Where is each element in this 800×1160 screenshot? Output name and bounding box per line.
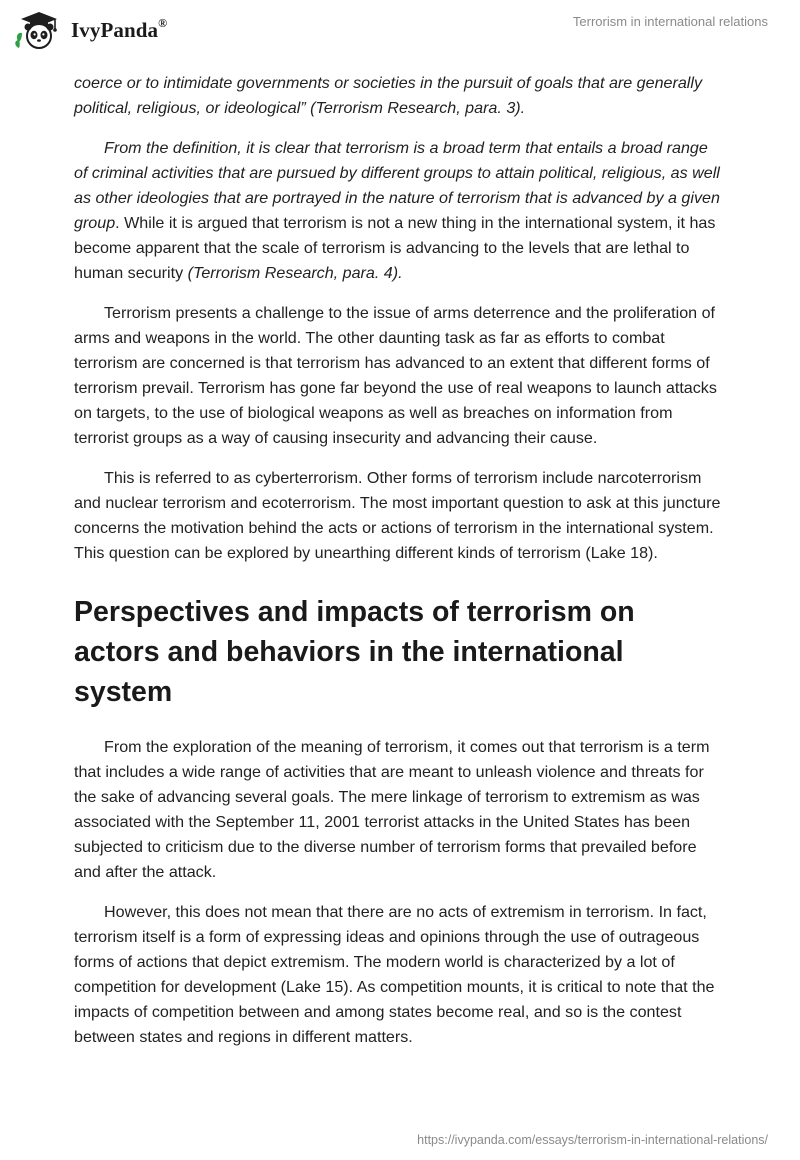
section-heading: Perspectives and impacts of terrorism on actors and behaviors in the international system	[74, 596, 635, 708]
paragraph-6: However, this does not mean that there are no acts of extremism in terrorism. In fact, terrorism itself is a form of expressing ideas and opinions through the use of outrageous forms of actions that depict extremism. The modern world is characterized by a lot of competition for development (Lake 15). As competition mounts, it is critical to note that the impacts of competition between and among states become real, and so is the contest between states and regions in different matters.	[74, 903, 715, 1046]
paragraph-2	[74, 136, 724, 286]
ivypanda-logo[interactable]	[13, 10, 167, 50]
registered-mark: ®	[158, 15, 168, 30]
panda-logo-icon	[13, 10, 65, 50]
source-url[interactable]: https://ivypanda.com/essays/terrorism-in-international-relations/	[417, 1133, 768, 1147]
logo-text: IvyPanda	[71, 17, 159, 42]
logo-wordmark	[71, 15, 168, 43]
paragraph-2-text: . While it is argued that terrorism is not a new thing in the international system, it has become apparent that the scale of terrorism is advancing to the levels that are lethal to human security	[74, 214, 716, 282]
paragraph-2-citation: (Terrorism Research, para. 4).	[187, 264, 403, 282]
paragraph-3: Terrorism presents a challenge to the issue of arms deterrence and the proliferation of arms and weapons in the world. The other daunting task as far as efforts to combat terrorism are concerned is that terrorism has advanced to an extent that different forms of terrorism prevail. Terrorism has gone far beyond the use of real weapons to launch attacks on targets, to the use of biological weapons as well as breaches on information from terrorist groups as a way of causing insecurity and advancing their cause.	[74, 304, 717, 447]
paragraph-5: From the exploration of the meaning of terrorism, it comes out that terrorism is a term that includes a wide range of activities that are meant to unleash violence and threats for the sake of advancing several goals. The mere linkage of terrorism to extremism as was associated with the September 11, 2001 terrorist attacks in the United States has been subjected to criticism due to the diverse number of terrorism forms that prevailed before and after the attack.	[74, 738, 710, 881]
paragraph-4: This is referred to as cyberterrorism. Other forms of terrorism include narcoterrorism and nuclear terrorism and ecoterrorism. The most important question to ask at this juncture concerns the motivation behind the acts or actions of terrorism in the international system. This question can be explored by unearthing different kinds of terrorism (Lake 18).	[74, 469, 721, 562]
quote-continuation: coerce or to intimidate governments or societies in the pursuit of goals that are generally political, religious, or ideological” (Terrorism Research, para. 3).	[74, 74, 702, 117]
paragraph-2-italic: From the definition, it is clear that terrorism is a broad term that entails a broad range of criminal activities that are pursued by different groups to attain political, religious, as well as other ideologies that are portrayed in the nature of terrorism that is advanced by a given group	[74, 139, 720, 232]
page-header	[0, 0, 800, 70]
essay-body	[74, 71, 724, 1065]
running-title: Terrorism in international relations	[572, 14, 768, 29]
paragraph-1	[74, 71, 724, 121]
